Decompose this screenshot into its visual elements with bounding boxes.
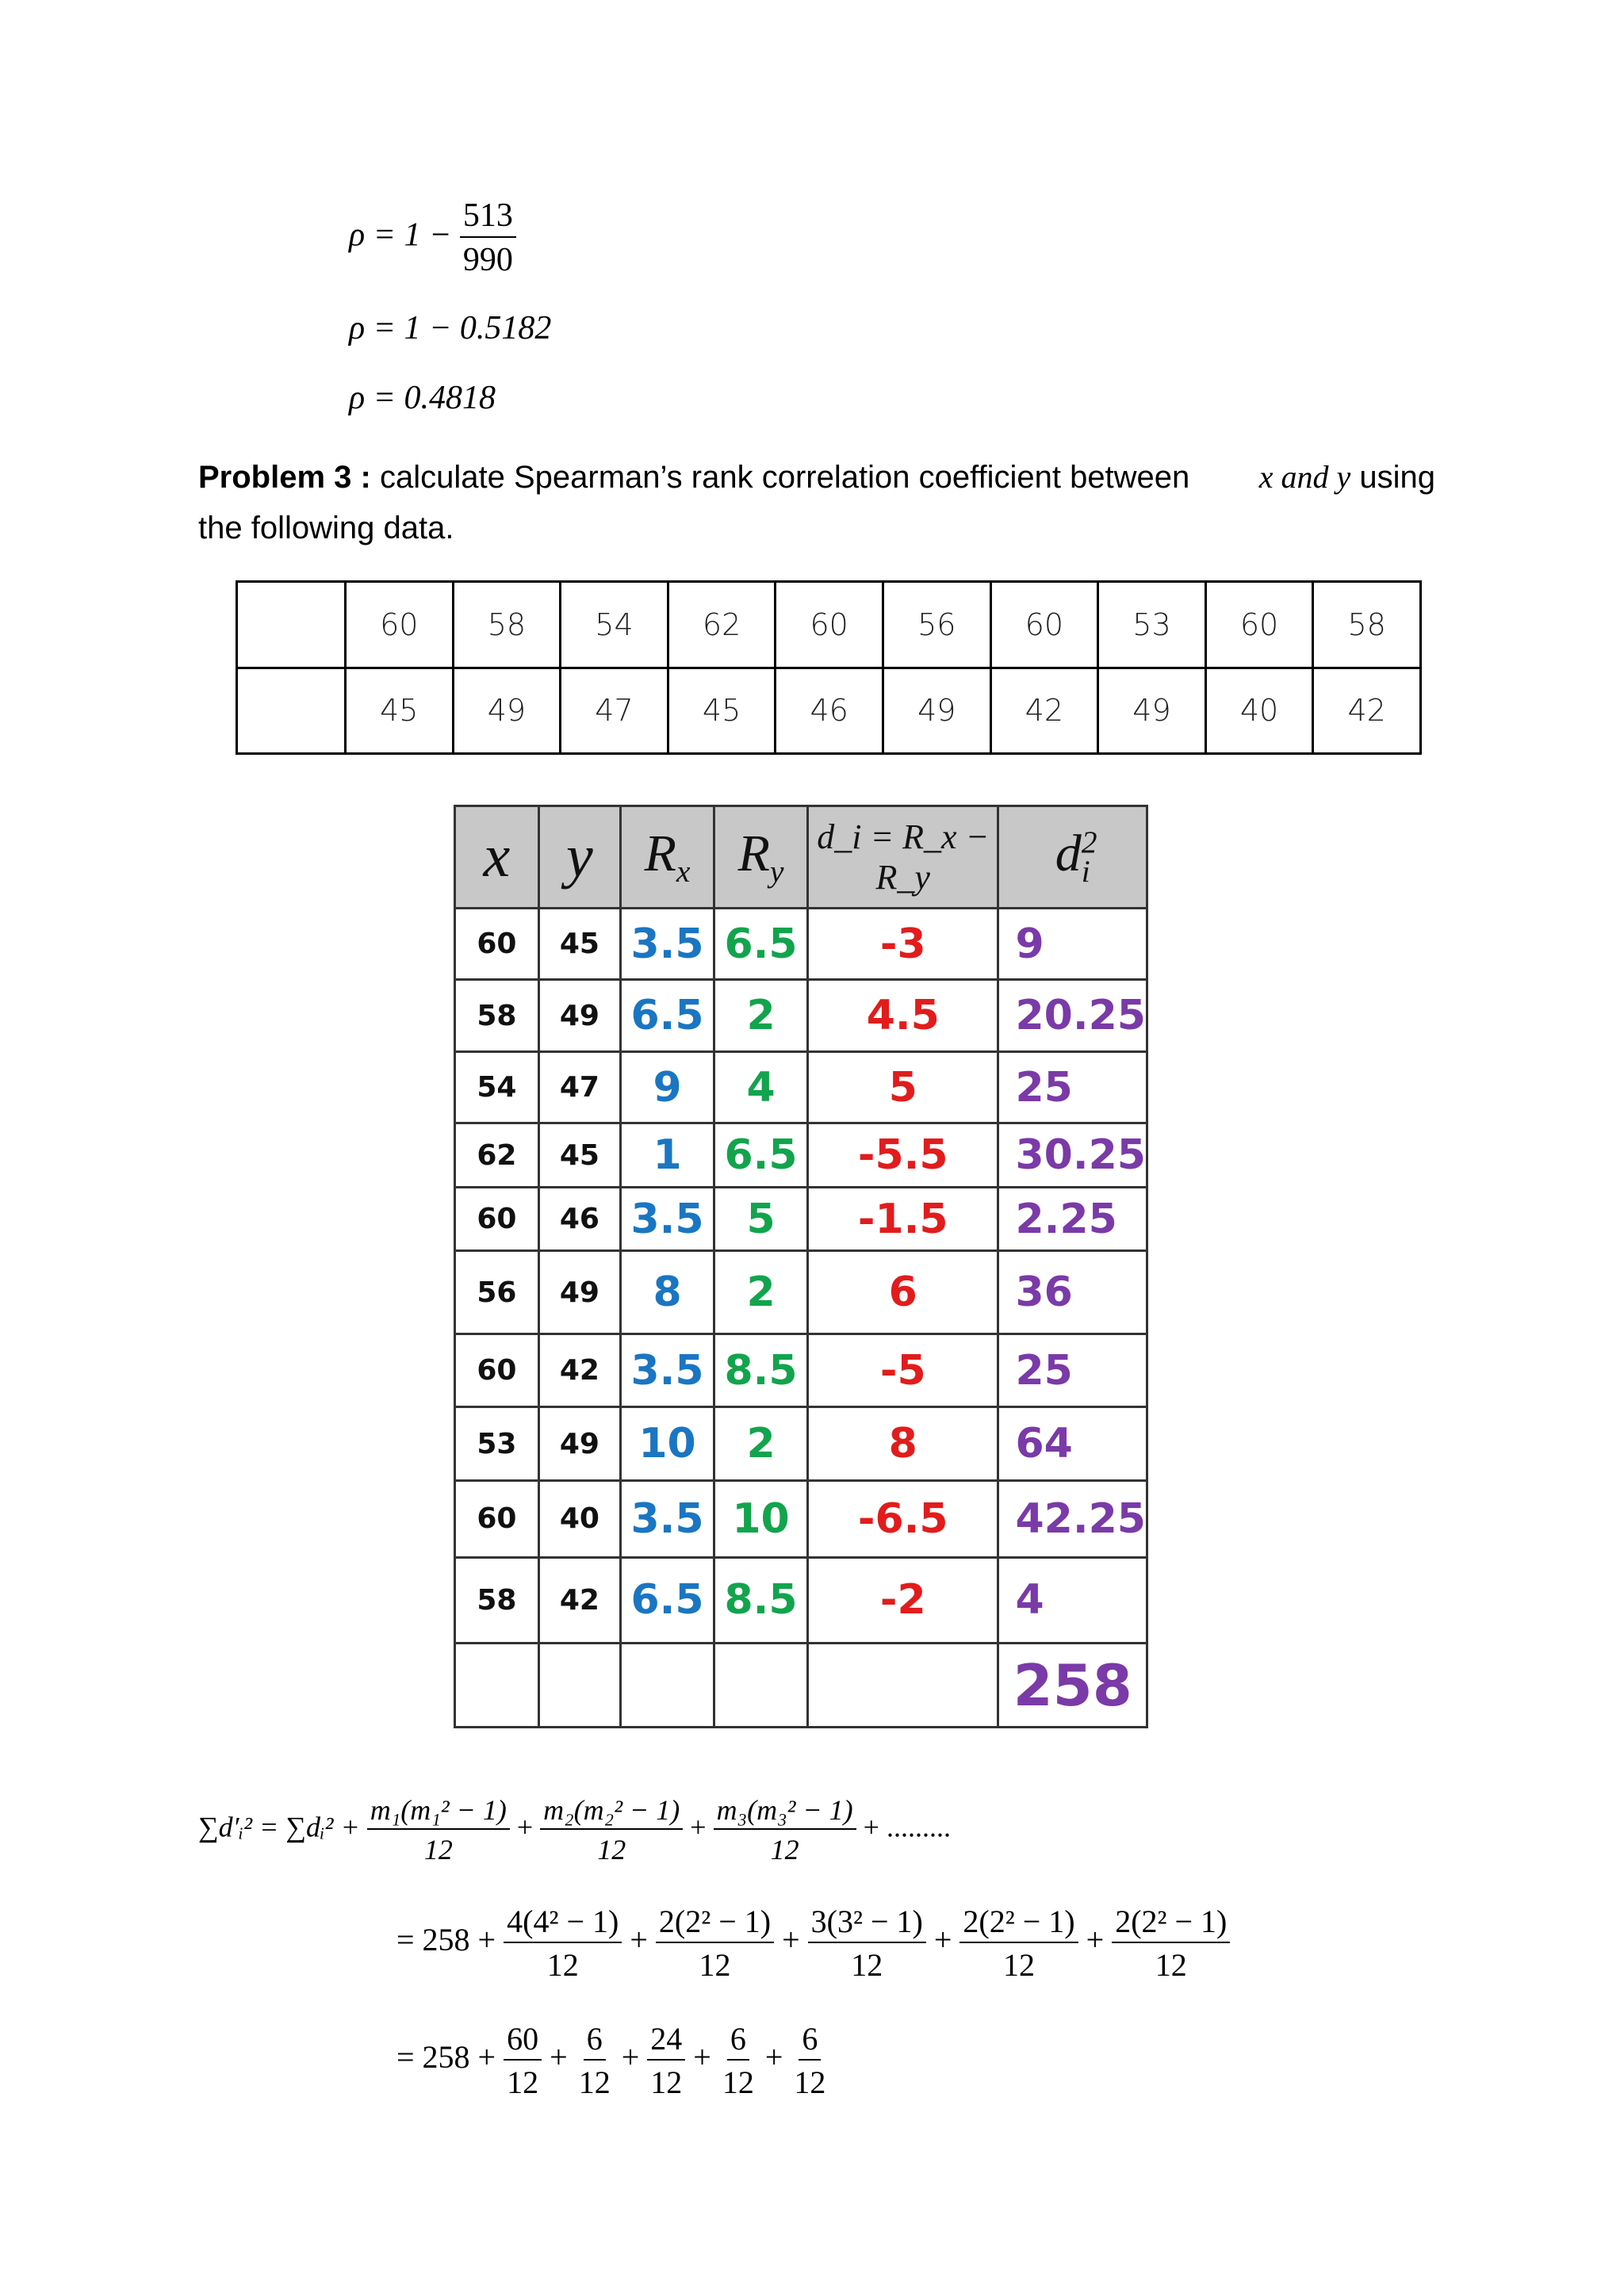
rho-equation-3: ρ = 0.4818 [349, 380, 496, 416]
cell-rank-x: 3.5 [621, 908, 714, 980]
substitution-denominator: 12 [699, 1947, 731, 1983]
evaluation-lhs: = 258 + [396, 2039, 496, 2076]
data-cell: 58 [453, 582, 561, 668]
cell-rank-x: 3.5 [621, 1481, 714, 1558]
cell-diff: 5 [808, 1051, 998, 1123]
problem-text-continued: the following data. [198, 511, 454, 545]
work-table-row [455, 1557, 1147, 1644]
cell-diff-squared: 42.25 [998, 1481, 1147, 1558]
cell-diff: -5.5 [808, 1123, 998, 1187]
evaluation-denominator: 12 [722, 2064, 754, 2100]
header-d2: $d^2_i$ [998, 806, 1147, 909]
evaluation-line [396, 2020, 829, 2101]
work-table-total-row [455, 1644, 1147, 1728]
header-d: d_i = R_x − R_y [808, 806, 998, 909]
substitution-fraction [808, 1903, 926, 1984]
data-cell: 54 [561, 582, 668, 668]
work-table-header [455, 806, 1147, 909]
plus-sign: + [685, 2039, 719, 2076]
cell-diff-squared: 64 [998, 1407, 1147, 1481]
evaluation-denominator: 12 [650, 2064, 683, 2100]
cell-diff-squared: 9 [998, 908, 1147, 980]
evaluation-fraction [719, 2020, 757, 2101]
plus-sign: + [756, 2039, 791, 2076]
cell-diff-squared: 36 [998, 1251, 1147, 1334]
data-cell: 42 [1313, 668, 1421, 754]
cell-rank-y: 2 [714, 980, 808, 1052]
data-row-x [237, 582, 1421, 668]
substitution-terms [504, 1904, 1230, 1983]
substitution-fraction [504, 1903, 622, 1984]
cell-diff: 8 [808, 1407, 998, 1481]
cell-rank-y: 8.5 [714, 1334, 808, 1407]
correction-formula: ∑d′ᵢ² = ∑dᵢ² + $\frac{\text{m₁(m₁² − 1)}}{12}$ + $\frac{\text{m₂(m₂² − 1)}}{12}$ + $\frac{\text{m₃(m₃² − 1)}}{12}$ + ......... [198, 1794, 951, 1866]
data-cell: 46 [776, 668, 883, 754]
substitution-numerator: 2(2² − 1) [656, 1903, 774, 1943]
cell-diff: -1.5 [808, 1187, 998, 1250]
cell-diff: 4.5 [808, 980, 998, 1052]
substitution-denominator: 12 [546, 1947, 579, 1983]
evaluation-denominator: 12 [578, 2064, 611, 2100]
cell-y: 49 [538, 1251, 620, 1334]
data-cell: 49 [1098, 668, 1206, 754]
substitution-denominator: 12 [1003, 1947, 1036, 1983]
problem-label: Problem 3 : [198, 460, 371, 495]
cell-x: 60 [455, 1334, 539, 1407]
work-table-row [455, 1407, 1147, 1481]
cell-rank-x: 9 [621, 1051, 714, 1123]
cell-y: 45 [538, 1123, 620, 1187]
substitution-denominator: 12 [851, 1947, 883, 1983]
cell-y: 42 [538, 1334, 620, 1407]
cell-y: 49 [538, 980, 620, 1052]
data-row-y [237, 668, 1421, 754]
cell-x: 54 [455, 1051, 539, 1123]
plus-sign: + [1078, 1922, 1113, 1958]
evaluation-terms [504, 2021, 829, 2100]
cell-diff-squared: 30.25 [998, 1123, 1147, 1187]
work-table-row [455, 1187, 1147, 1250]
evaluation-numerator: 24 [647, 2020, 685, 2061]
data-cell: 62 [668, 582, 776, 668]
cell-diff: -6.5 [808, 1481, 998, 1558]
cell-diff: 6 [808, 1251, 998, 1334]
cell-rank-y: 10 [714, 1481, 808, 1558]
work-table-row [455, 980, 1147, 1052]
header-ry: $R_y$ [714, 806, 808, 909]
substitution-fraction [656, 1903, 774, 1984]
data-cell: 49 [453, 668, 561, 754]
data-cell: 53 [1098, 582, 1206, 668]
cell-rank-y: 2 [714, 1251, 808, 1334]
data-cell: 45 [668, 668, 776, 754]
cell-diff-squared: 25 [998, 1051, 1147, 1123]
cell-diff: -5 [808, 1334, 998, 1407]
problem-vars: x and y [1258, 459, 1351, 495]
data-cell: 47 [561, 668, 668, 754]
cell-diff-squared: 20.25 [998, 980, 1147, 1052]
rho-equation-2: ρ = 1 − 0.5182 [349, 310, 552, 346]
cell-y: 47 [538, 1051, 620, 1123]
formula-term-1: $\frac{\text{m₁(m₁² − 1)}}{12}$ [367, 1793, 510, 1866]
substitution-lhs: = 258 + [396, 1922, 496, 1958]
plus-sign: + [613, 2039, 648, 2076]
evaluation-numerator: 6 [799, 2020, 821, 2061]
plus-sign: + [774, 1922, 808, 1958]
plus-sign: + [542, 2039, 576, 2076]
data-cell: 60 [776, 582, 883, 668]
cell-diff-squared: 25 [998, 1334, 1147, 1407]
cell-rank-x: 8 [621, 1251, 714, 1334]
formula-term-3: $\frac{\text{m₃(m₃² − 1)}}{12}$ [714, 1793, 856, 1866]
cell-rank-y: 8.5 [714, 1557, 808, 1644]
work-table-row [455, 1123, 1147, 1187]
rho-denominator: 990 [462, 242, 513, 278]
cell-x: 60 [455, 908, 539, 980]
cell-y: 49 [538, 1407, 620, 1481]
plus-sign: + [925, 1922, 960, 1958]
data-cell: 60 [346, 582, 454, 668]
data-cell: 60 [990, 582, 1098, 668]
cell-x: 58 [455, 980, 539, 1052]
problem-statement [198, 452, 1435, 553]
data-cell: 40 [1205, 668, 1313, 754]
empty-cell [714, 1644, 808, 1728]
header-x: x [455, 806, 539, 909]
total-d2: 258 [998, 1644, 1147, 1728]
header-rx: $R_x$ [621, 806, 714, 909]
cell-x: 62 [455, 1123, 539, 1187]
work-table-row [455, 908, 1147, 980]
cell-y: 45 [538, 908, 620, 980]
cell-rank-x: 3.5 [621, 1187, 714, 1250]
plus-sign: + [622, 1922, 656, 1958]
formula-tail: + ......... [863, 1811, 951, 1843]
cell-diff-squared: 4 [998, 1557, 1147, 1644]
empty-cell [621, 1644, 714, 1728]
substitution-numerator: 4(4² − 1) [504, 1903, 622, 1943]
work-table-row [455, 1051, 1147, 1123]
evaluation-denominator: 12 [507, 2064, 539, 2100]
data-cell: 45 [346, 668, 454, 754]
data-cell: 42 [990, 668, 1098, 754]
rho-equation-1 [349, 197, 516, 279]
cell-y: 42 [538, 1557, 620, 1644]
cell-rank-x: 1 [621, 1123, 714, 1187]
cell-rank-x: 10 [621, 1407, 714, 1481]
cell-rank-y: 4 [714, 1051, 808, 1123]
problem-text: calculate Spearman’s rank correlation coefficient between [379, 460, 1190, 495]
data-cell: 56 [883, 582, 990, 668]
rho-numerator: 513 [460, 197, 516, 238]
cell-diff-squared: 2.25 [998, 1187, 1147, 1250]
cell-rank-x: 6.5 [621, 1557, 714, 1644]
substitution-fraction [1112, 1903, 1230, 1984]
cell-rank-y: 2 [714, 1407, 808, 1481]
cell-x: 60 [455, 1481, 539, 1558]
empty-cell [455, 1644, 539, 1728]
rho-lhs: ρ = 1 − [349, 216, 452, 254]
cell-x: 56 [455, 1251, 539, 1334]
substitution-numerator: 3(3² − 1) [808, 1903, 926, 1943]
work-table-row [455, 1481, 1147, 1558]
cell-rank-y: 6.5 [714, 908, 808, 980]
substitution-denominator: 12 [1155, 1947, 1187, 1983]
evaluation-fraction [647, 2020, 685, 2101]
cell-rank-x: 3.5 [621, 1334, 714, 1407]
work-table-row [455, 1251, 1147, 1334]
data-cell: 60 [1205, 582, 1313, 668]
cell-y: 40 [538, 1481, 620, 1558]
evaluation-numerator: 60 [504, 2020, 542, 2061]
cell-rank-y: 5 [714, 1187, 808, 1250]
evaluation-numerator: 6 [727, 2020, 749, 2061]
empty-cell [538, 1644, 620, 1728]
data-cell: 49 [883, 668, 990, 754]
problem-text-using: using [1359, 460, 1435, 495]
data-table [236, 580, 1422, 755]
cell-x: 58 [455, 1557, 539, 1644]
cell-rank-x: 6.5 [621, 980, 714, 1052]
cell-rank-y: 6.5 [714, 1123, 808, 1187]
formula-lhs: ∑d′ᵢ² = ∑dᵢ² + [198, 1811, 360, 1843]
substitution-line [396, 1903, 1230, 1984]
cell-diff: -2 [808, 1557, 998, 1644]
evaluation-denominator: 12 [794, 2064, 826, 2100]
formula-term-2: $\frac{\text{m₂(m₂² − 1)}}{12}$ [540, 1793, 683, 1866]
evaluation-numerator: 6 [584, 2020, 606, 2061]
work-table-row [455, 1334, 1147, 1407]
substitution-fraction [959, 1903, 1078, 1984]
cell-x: 53 [455, 1407, 539, 1481]
evaluation-fraction [576, 2020, 614, 2101]
cell-y: 46 [538, 1187, 620, 1250]
data-cell: 58 [1313, 582, 1421, 668]
substitution-numerator: 2(2² − 1) [1112, 1903, 1230, 1943]
header-y: y [538, 806, 620, 909]
empty-cell [808, 1644, 998, 1728]
substitution-numerator: 2(2² − 1) [959, 1903, 1078, 1943]
cell-x: 60 [455, 1187, 539, 1250]
work-table [454, 805, 1148, 1728]
rho-fraction [460, 197, 516, 279]
cell-diff: -3 [808, 908, 998, 980]
evaluation-fraction [791, 2020, 829, 2101]
evaluation-fraction [504, 2020, 542, 2101]
row-label-cell [237, 582, 346, 668]
row-label-cell [237, 668, 346, 754]
